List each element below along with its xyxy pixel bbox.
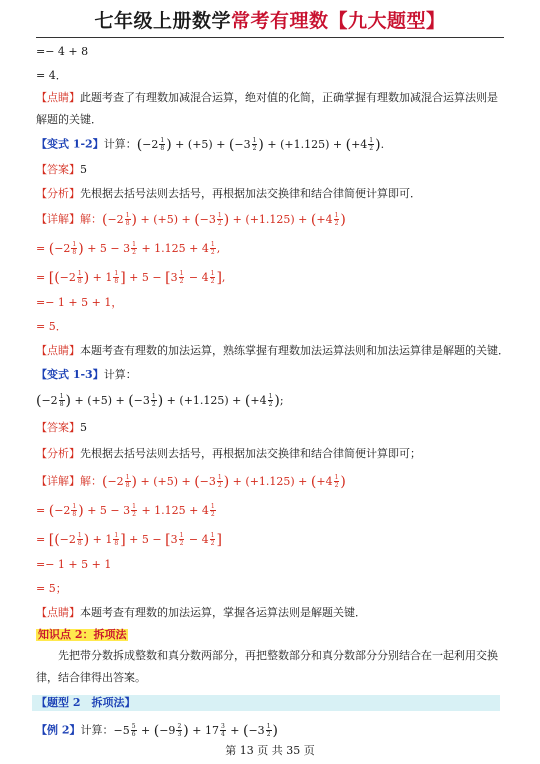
bianshi-1-2: 【变式 1-2】计算：(−2 $\frac{1}{8}$ ) + (+5) + (−3 $\frac{1}{2}$ ) + (+1.125) + (+4 $\frac{1}{2}$ ).	[36, 136, 385, 153]
header-divider	[36, 37, 504, 38]
equation-line: = [(−2 $\frac{1}{8}$ ) + 1 $\frac{1}{8}$ ] + 5 − [3 $\frac{1}{2}$ − 4 $\frac{1}{2}$ ]	[36, 531, 222, 548]
fenxi-line: 【分析】先根据去括号法则去括号，再根据加法交换律和结合律简便计算即可；	[36, 447, 421, 460]
xiangjie-line: 【详解】解：(−2 $\frac{1}{8}$ ) + (+5) + (−3 $\frac{1}{2}$ ) + (+1.125) + (+4 $\frac{1}{2}$ )	[36, 211, 346, 228]
answer-line: 【答案】5	[36, 421, 87, 434]
equation-line: = (−2 $\frac{1}{8}$ ) + 5 − 3 $\frac{1}{2}$ + 1.125 + 4 $\frac{1}{2}$ ,	[36, 240, 221, 257]
dianjing-paragraph: 【点睛】本题考查有理数的加法运算，熟练掌握有理数加法运算法则和加法运算律是解题的关键．	[36, 344, 509, 357]
equation-line: = 5．	[36, 320, 67, 333]
title-black: 七年级上册数学	[94, 10, 231, 32]
question-type-banner: 【题型 2 拆项法】	[32, 695, 500, 711]
bianshi-1-3: 【变式 1-3】计算：	[36, 368, 137, 381]
equation-line: = (−2 $\frac{1}{8}$ ) + 5 − 3 $\frac{1}{2}$ + 1.125 + 4 $\frac{1}{2}$	[36, 502, 215, 519]
fenxi-line: 【分析】先根据去括号法则去括号，再根据加法交换律和结合律简便计算即可．	[36, 187, 421, 200]
page-title	[0, 6, 540, 33]
title-red: 常考有理数【九大题型】	[231, 10, 446, 32]
knowledge-point-heading: 知识点 2：拆项法	[38, 628, 127, 641]
knowledge-paragraph: 先把带分数拆成整数和真分数两部分，再把整数部分和真分数部分分别结合在一起利用交换律，结合律得出答案。	[36, 649, 498, 684]
equation-line: =− 1 + 5 + 1	[36, 558, 112, 571]
equation-line: = 4．	[36, 69, 67, 82]
dianjing-paragraph: 【点睛】本题考查有理数的加法运算，掌握各运算法则是解题关键．	[36, 606, 366, 619]
page-body	[36, 42, 509, 739]
equation-line: (−2 $\frac{1}{8}$ ) + (+5) + (−3 $\frac{1}{2}$ ) + (+1.125) + (+4 $\frac{1}{2}$ );	[36, 392, 284, 409]
page-number: 第 13 页 共 35 页	[225, 744, 315, 757]
answer-line: 【答案】5	[36, 163, 87, 176]
equation-line: =− 4 + 8	[36, 45, 89, 58]
xiangjie-line: 【详解】解：(−2 $\frac{1}{8}$ ) + (+5) + (−3 $\frac{1}{2}$ ) + (+1.125) + (+4 $\frac{1}{2}$ )	[36, 473, 346, 490]
equation-line: = [(−2 $\frac{1}{8}$ ) + 1 $\frac{1}{8}$ ] + 5 − [3 $\frac{1}{2}$ − 4 $\frac{1}{2}$ ],	[36, 269, 226, 286]
equation-line: = 5；	[36, 582, 67, 595]
equation-line: =− 1 + 5 + 1，	[36, 296, 123, 309]
dianjing-paragraph: 【点睛】此题考查了有理数加减混合运算，绝对值的化简，正确掌握有理数加减混合运算法则是解题的关键．	[36, 91, 498, 126]
example-2: 【例 2】计算：−5 $\frac{5}{6}$ + (−9 $\frac{2}{3}$ ) + 17 $\frac{3}{4}$ + (−3 $\frac{1}{2}$ )	[36, 722, 278, 739]
